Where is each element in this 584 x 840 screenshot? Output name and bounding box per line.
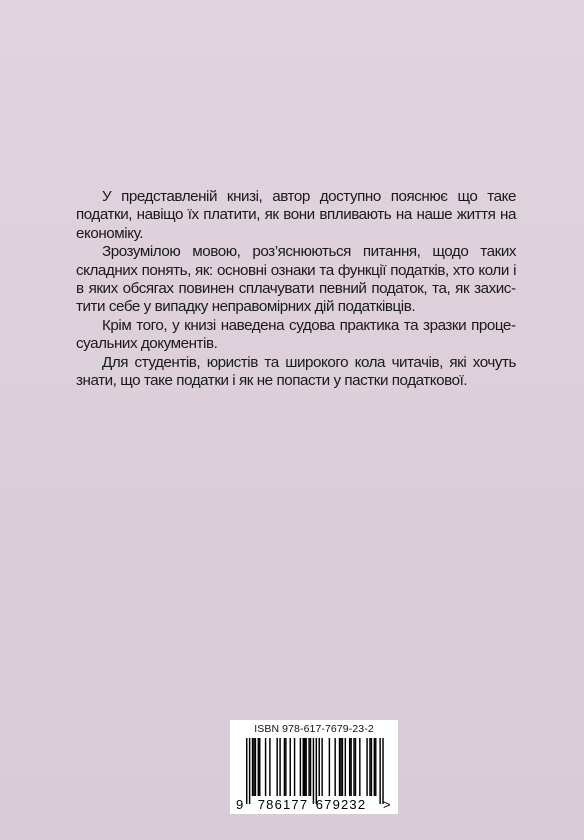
barcode-bar: [334, 738, 335, 796]
barcode-bar: [359, 738, 360, 796]
cover-blurb: [76, 188, 516, 390]
blurb-paragraph-2: Зрозумілою мовою, роз’яснюються питання, щодо таких складних понять, як: основні ознаки та функції податків, хто коли і в яких обсягах повинен сплачувати певний податок, та, як захистити себе у випадку неправомірних дій податківців.: [76, 243, 516, 316]
barcode-bar: [374, 738, 375, 796]
barcode-bar: [265, 738, 266, 796]
barcode-right-digits: 679232: [315, 797, 367, 812]
barcode-bars: [230, 720, 398, 814]
barcode-bar: [319, 738, 320, 796]
barcode-bar: [300, 738, 301, 796]
barcode-first-digit: 9: [236, 797, 244, 812]
barcode-bar: [290, 738, 291, 796]
barcode-bar: [369, 738, 370, 796]
barcode-bar: [284, 738, 285, 796]
barcode-bar: [276, 738, 277, 796]
barcode-bar: [313, 738, 314, 804]
barcode-bar: [304, 738, 305, 796]
barcode-bar: [382, 738, 383, 804]
barcode-bar: [339, 738, 340, 796]
barcode-bar: [308, 738, 309, 796]
barcode-bar: [252, 738, 253, 796]
barcode-bar: [253, 738, 254, 796]
barcode-bar: [371, 738, 372, 796]
barcode-bar: [342, 738, 343, 796]
barcode-bar: [310, 738, 311, 796]
blurb-paragraph-4: Для студентів, юристів та широкого кола читачів, які хочуть знати, що таке податки і як не попасти у пастки податкової.: [76, 353, 516, 390]
barcode-bar: [353, 738, 354, 796]
barcode-bar: [379, 738, 380, 804]
barcode-bar: [249, 738, 250, 804]
barcode-bar: [305, 738, 306, 796]
barcode-quiet-zone-mark: >: [383, 797, 391, 812]
barcode-left-digits: 786177: [257, 797, 309, 812]
barcode-bar: [340, 738, 341, 796]
barcode-bar: [269, 738, 270, 796]
barcode-bar: [255, 738, 256, 796]
blurb-paragraph-1: У представленій книзі, автор доступно пояснює що таке податки, навіщо їх платити, як вони впливають на наше життя на економіку.: [76, 188, 516, 242]
barcode-bar: [321, 738, 322, 796]
barcode-bar: [279, 738, 280, 796]
barcode-bar: [375, 738, 376, 796]
barcode-bar: [355, 738, 356, 796]
barcode-bar: [345, 738, 346, 796]
barcode-bar: [366, 738, 367, 796]
barcode-bar: [285, 738, 286, 796]
barcode-bar: [246, 738, 247, 804]
barcode-bar: [258, 738, 259, 796]
barcode-bar: [259, 738, 260, 796]
blurb-paragraph-3: Крім того, у книзі наведена судова практика та зразки процесуальних документів.: [76, 316, 516, 353]
barcode-bar: [294, 738, 295, 796]
barcode-bar: [303, 738, 304, 796]
isbn-barcode: [230, 720, 398, 814]
barcode-bar: [349, 738, 350, 796]
barcode-bar: [329, 738, 330, 796]
barcode-bar: [350, 738, 351, 796]
barcode-bar: [316, 738, 317, 804]
isbn-label: ISBN 978-617-7679-23-2: [254, 723, 374, 735]
barcode-bar-group: [246, 738, 384, 804]
